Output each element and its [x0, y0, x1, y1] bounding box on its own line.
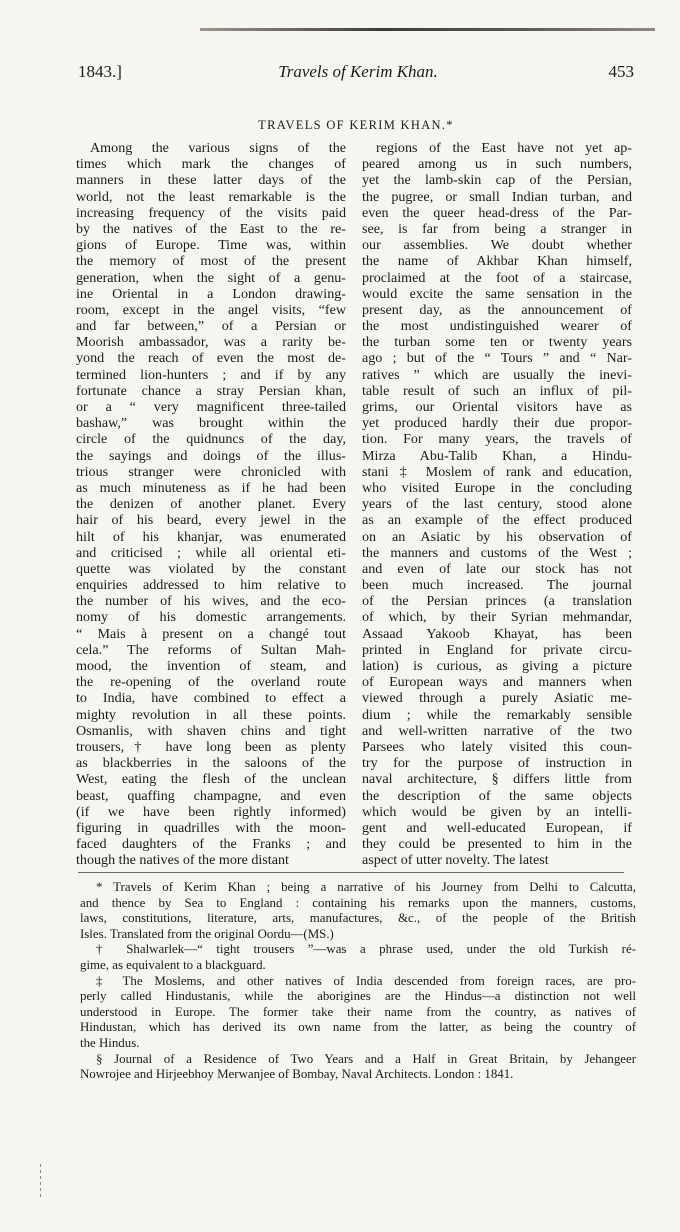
footnotes — [80, 880, 636, 1083]
text-line: Osmanlis, with shaven chins and tight — [76, 722, 346, 739]
text-line: the denizen of another planet. Every — [76, 496, 346, 513]
text-line: the most undistinguished wearer of — [362, 318, 632, 335]
text-line: mood, the invention of steam, and — [76, 658, 346, 674]
text-line: increasing frequency of the visits paid — [76, 204, 346, 221]
text-line: termined lion-hunters ; and if by any — [76, 366, 346, 383]
text-line: the description of the same objects — [362, 787, 632, 804]
text-line: to India, have combined to effect a — [76, 690, 346, 707]
text-line: circle of the quidnuncs of the day, — [76, 431, 346, 448]
text-line: tion. For many years, the travels of — [362, 431, 632, 448]
footnote-line: ‡ The Moslems, and other natives of India descended from foreign races, are pro- — [96, 973, 636, 988]
top-rule — [200, 28, 655, 31]
text-line: fortunate chance a stray Persian khan, — [76, 382, 346, 399]
footnote-line: Isles. Translated from the original Oordu—(MS.) — [80, 926, 334, 941]
text-line: who visited Europe in the concluding — [362, 479, 632, 496]
text-line: faced daughters of the Franks ; and — [76, 836, 346, 853]
text-line: naval architecture, § differs little from — [362, 771, 632, 788]
text-line: room, except in the angel visits, “few — [76, 301, 346, 318]
text-line: and criticised ; while all oriental eti- — [76, 544, 346, 561]
text-line: cela.” The reforms of Sultan Mah- — [76, 641, 346, 658]
running-header — [78, 62, 638, 86]
text-line: times which mark the changes of — [76, 156, 346, 173]
text-line: peared among us in such numbers, — [362, 156, 632, 173]
text-line: they could be presented to him in the — [362, 836, 632, 853]
text-line: beast, quaffing champagne, and even — [76, 787, 346, 804]
text-line: of the Persian princes (a translation — [362, 593, 632, 610]
text-line: as blackberries in the saloons of the — [76, 755, 346, 772]
footnote-line: † Shalwarlek—“ tight trousers ”—was a phrase used, under the old Turkish ré- — [96, 942, 636, 957]
text-line: present day, as the announcement of — [362, 301, 632, 318]
text-line: quette was violated by the constant — [76, 560, 346, 577]
text-line: the sayings and doings of the illus- — [76, 447, 346, 464]
text-line: our assemblies. We doubt whether — [362, 237, 632, 254]
text-line: mighty revolution in all these points. — [76, 706, 346, 723]
text-line: Mirza Abu-Talib Khan, a Hindu- — [362, 447, 632, 464]
text-line: and far between,” of a Persian or — [76, 318, 346, 335]
text-line: the re-opening of the overland route — [76, 674, 346, 691]
text-line: the manners and customs of the West ; — [362, 544, 632, 561]
text-line: yet produced hardly their due propor- — [362, 415, 632, 432]
text-line: trious stranger were chronicled with — [76, 463, 346, 480]
left-column — [76, 140, 346, 868]
text-line: ine Oriental in a London drawing- — [76, 285, 346, 302]
text-line: enquiries addressed to him relative to — [76, 577, 346, 594]
text-line: figuring in quadrilles with the moon- — [76, 819, 346, 836]
text-line: dium ; while the remarkably sensible — [362, 706, 632, 723]
footnote-line: Nowrojee and Hirjeebhoy Merwanjee of Bombay, Naval Architects. London : 1841. — [80, 1067, 514, 1082]
text-line: aspect of utter novelty. The latest — [362, 852, 549, 869]
text-line: Moorish ambassador, was a rarity be- — [76, 334, 346, 351]
text-line: the number of his wives, and the eco- — [76, 593, 346, 610]
footnote-line: and thence by Sea to England : containing his remarks upon the manners, customs, — [80, 895, 636, 910]
text-line: Parsees who lately visited this coun- — [362, 738, 632, 755]
text-line: yet the lamb-skin cap of the Persian, — [362, 172, 632, 189]
text-line: of European ways and manners when — [362, 674, 632, 691]
text-line: lation) is curious, as giving a picture — [362, 658, 632, 674]
text-line: yond the reach of even the most de- — [76, 350, 346, 367]
text-line: regions of the East have not yet ap- — [376, 140, 632, 156]
footnote-line: perly called Hindustanis, while the aborigines are the Hindus—a distinction not well — [80, 989, 636, 1004]
text-line: proclaimed at the foot of a staircase, — [362, 269, 632, 286]
text-line: trousers,† have long been as plenty — [76, 738, 346, 755]
text-line: the turban some ten or twenty years — [362, 334, 632, 351]
footnote-line: § Journal of a Residence of Two Years and a Half in Great Britain, by Jehangeer — [96, 1051, 636, 1066]
text-line: and even of late our stock has not — [362, 560, 632, 577]
text-line: on an Asiatic by his observation of — [362, 528, 632, 545]
text-line: ago ; but of the “ Tours ” and “ Nar- — [362, 350, 632, 367]
text-line: gions of Europe. Time was, within — [76, 237, 346, 254]
margin-mark — [40, 1164, 41, 1200]
text-line: hair of his beard, every jewel in the — [76, 512, 346, 529]
text-line: (if we have been rightly informed) — [76, 803, 346, 820]
text-line: bashaw,” was brought within the — [76, 415, 346, 432]
text-line: viewed through a purely Asiatic me- — [362, 690, 632, 707]
footnote-line: * Travels of Kerim Khan ; being a narrative of his Journey from Delhi to Calcutta, — [96, 880, 636, 894]
text-line: even the queer head-dress of the Par- — [362, 204, 632, 221]
text-line: try for the purpose of instruction in — [362, 755, 632, 772]
article-title: TRAVELS OF KERIM KHAN.* — [258, 118, 454, 132]
text-line: world, not the least remarkable is the — [76, 188, 346, 205]
header-year: 1843.] — [78, 62, 122, 81]
right-column — [362, 140, 632, 868]
text-line: manners in these latter days of the — [76, 172, 346, 189]
footnote-line: gime, as equivalent to a blackguard. — [80, 957, 266, 972]
text-line: though the natives of the more distant — [76, 852, 289, 869]
page-number: 453 — [608, 62, 634, 81]
text-line: stani ‡ Moslem of rank and education, — [362, 463, 632, 480]
text-line: the pugree, or small Indian turban, and — [362, 188, 632, 205]
text-line: would excite the same sensation in the — [362, 285, 632, 302]
text-line: as much minuteness as if he had been — [76, 479, 346, 496]
text-line: gent and well-educated European, if — [362, 819, 632, 836]
footnote-line: understood in Europe. The former take their name from the country, as natives of — [80, 1004, 636, 1019]
text-line: of which, by their Syrian mehmandar, — [362, 609, 632, 626]
text-line: by the natives of the East to the re- — [76, 220, 346, 237]
text-line: Among the various signs of the — [90, 140, 346, 156]
text-line: been much increased. The journal — [362, 577, 632, 594]
footnote-line: Hindustan, which has derived its own name from the latter, as being the country of — [80, 1020, 636, 1035]
text-line: West, eating the flesh of the unclean — [76, 771, 346, 788]
text-line: grims, our Oriental visitors have as — [362, 399, 632, 415]
text-line: hilt of his khanjar, was enumerated — [76, 528, 346, 545]
footnote-line: laws, constitutions, literature, arts, manufactures, &c., of the people of the British — [80, 911, 636, 926]
text-line: table result of such an influx of pil- — [362, 382, 632, 399]
text-line: generation, when the sight of a genu- — [76, 269, 346, 286]
text-line: printed in England for private circu- — [362, 641, 632, 658]
footnote-line: the Hindus. — [80, 1035, 140, 1050]
footnote-separator — [78, 872, 624, 873]
text-line: as an example of the effect produced — [362, 512, 632, 529]
text-line: or a “ very magnificent three-tailed — [76, 399, 346, 415]
text-line: nomy of his domestic arrangements. — [76, 609, 346, 626]
text-line: which would be given by an intelli- — [362, 803, 632, 820]
text-line: ratives ” which are usually the inevi- — [362, 366, 632, 383]
text-line: Assaad Yakoob Khayat, has been — [362, 625, 632, 642]
text-line: “ Mais à present on a changé tout — [76, 625, 346, 642]
text-line: years of the last century, stood alone — [362, 496, 632, 513]
text-line: and well-written narrative of the two — [362, 722, 632, 739]
running-title: Travels of Kerim Khan. — [278, 62, 438, 81]
text-line: see, is far from being a stranger in — [362, 220, 632, 237]
text-line: the name of Akhbar Khan himself, — [362, 253, 632, 270]
text-line: the memory of most of the present — [76, 253, 346, 270]
